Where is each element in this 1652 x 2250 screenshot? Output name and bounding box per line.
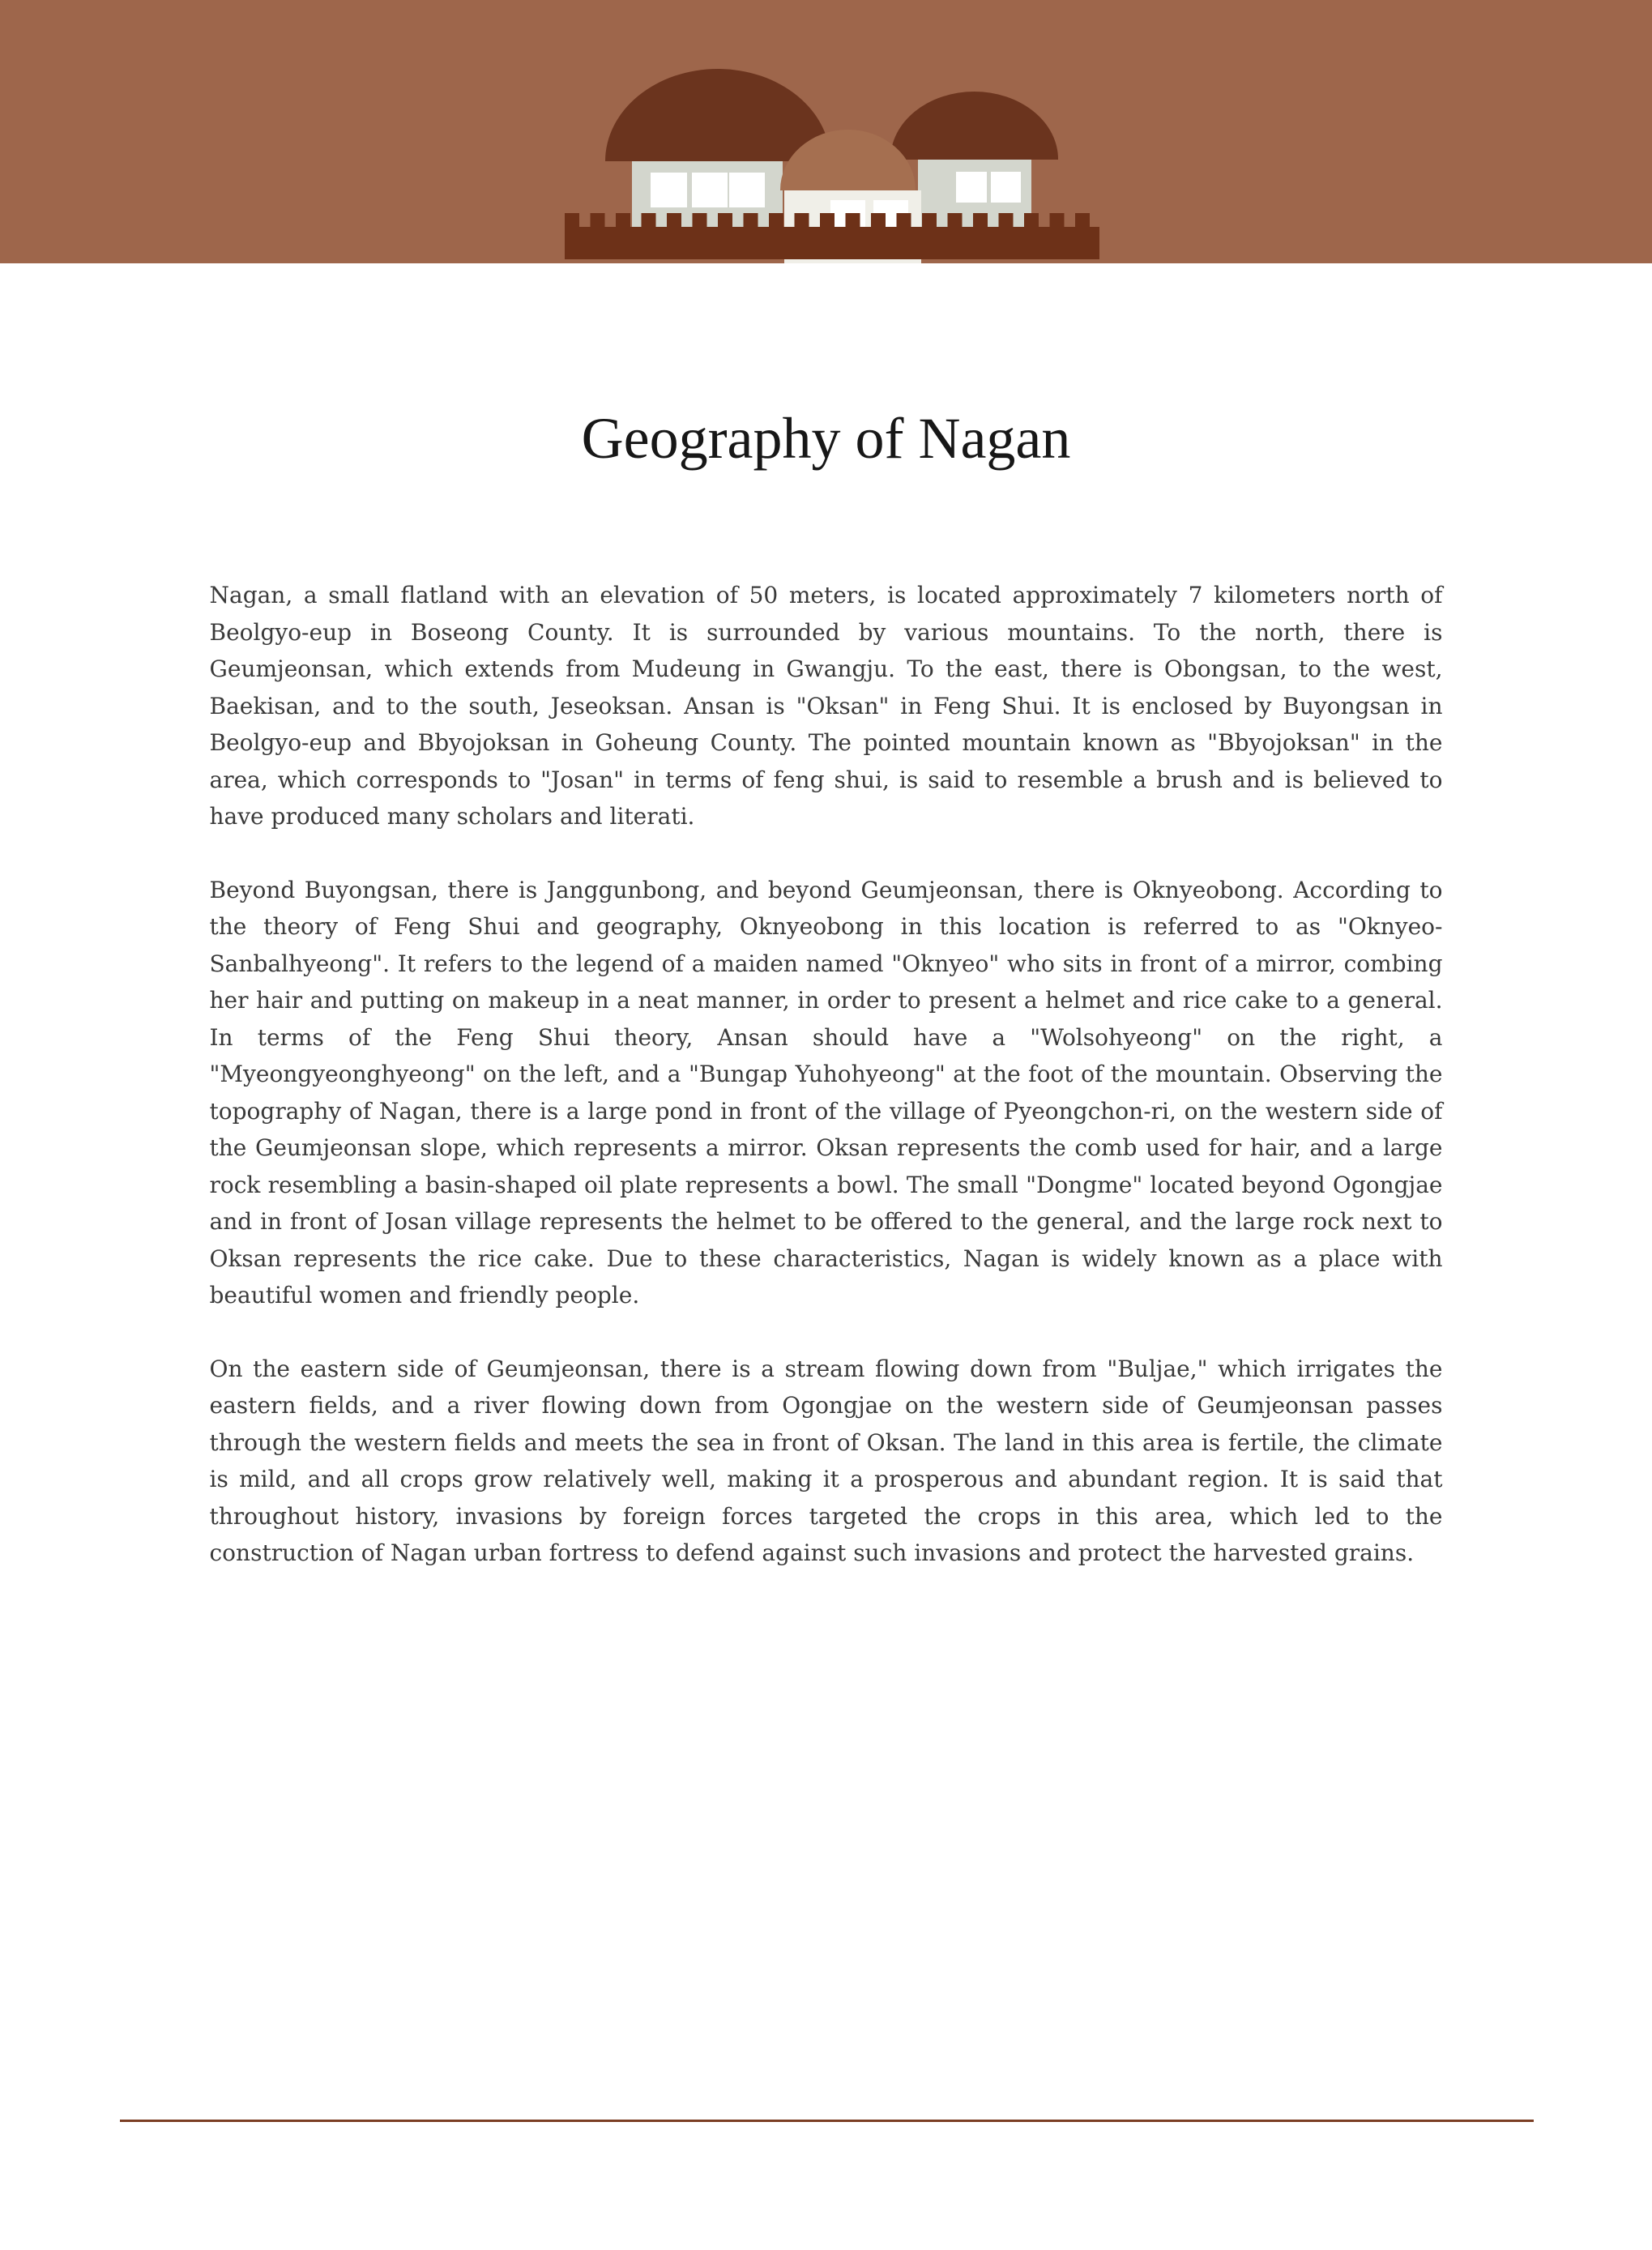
left-window-icon <box>729 173 765 207</box>
paragraph-3: On the eastern side of Geumjeonsan, there is a stream flowing down from "Buljae," which irrigates the eastern fields, and a river flowing down from Ogongjae on the western side of Geumjeonsan passes through the western fields and meets the sea in front of Oksan. The land in this area is fertile, the climate is mild, and all crops grow relatively well, making it a prosperous and abundant region. It is said that throughout history, invasions by foreign forces targeted the crops in this area, which led to the construction of Nagan urban fortress to defend against such invasions and protect the harvested grains. <box>209 1355 1443 1566</box>
body-text <box>210 577 1443 1572</box>
paragraph-2: Beyond Buyongsan, there is Janggunbong, and beyond Geumjeonsan, there is Oknyeobong. According to the theory of Feng Shui and geography, Oknyeobong in this location is referred to as "Oknyeo-Sanbalhyeong". It refers to the legend of a maiden named "Oknyeo" who sits in front of a mirror, combing her hair and putting on makeup in a neat manner, in order to present a helmet and rice cake to a general. In terms of the Feng Shui theory, Ansan should have a "Wolsohyeong" on the right, a "Myeongyeonghyeong" on the left, and a "Bungap Yuhohyeong" at the foot of the mountain. Observing the topography of Nagan, there is a large pond in front of the village of Pyeongchon-ri, on the western side of the Geumjeonsan slope, which represents a mirror. Oksan represents the comb used for hair, and a large rock resembling a basin-shaped oil plate represents a bowl. The small "Dongme" located beyond Ogongjae and in front of Josan village represents the helmet to be offered to the general, and the large rock next to Oksan represents the rice cake. Due to these characteristics, Nagan is widely known as a place with beautiful women and friendly people. <box>209 876 1443 1309</box>
header-banner <box>0 0 1652 263</box>
paragraph-1: Nagan, a small flatland with an elevation of 50 meters, is located approximately 7 kilometers north of Beolgyo-eup in Boseong County. It is surrounded by various mountains. To the north, there is Geumjeonsan, which extends from Mudeung in Gwangju. To the east, there is Obongsan, to the west, Baekisan, and to the south, Jeseoksan. Ansan is "Oksan" in Feng Shui. It is enclosed by Buyongsan in Beolgyo-eup and Bbyojoksan in Goheung County. The pointed mountain known as "Bbyojoksan" in the area, which corresponds to "Josan" in terms of feng shui, is said to resemble a brush and is believed to have produced many scholars and literati. <box>209 582 1443 830</box>
right-window-icon <box>956 172 987 203</box>
left-window-icon <box>651 173 687 207</box>
footer-divider <box>120 2120 1534 2122</box>
left-window-icon <box>692 173 728 207</box>
right-dome-roof-icon <box>890 92 1058 160</box>
page-title: Geography of Nagan <box>581 406 1071 471</box>
left-dome-roof-icon <box>605 69 830 161</box>
right-window-icon <box>991 172 1021 203</box>
rampart-wall <box>565 227 1099 259</box>
rampart-merlons <box>565 213 1099 227</box>
